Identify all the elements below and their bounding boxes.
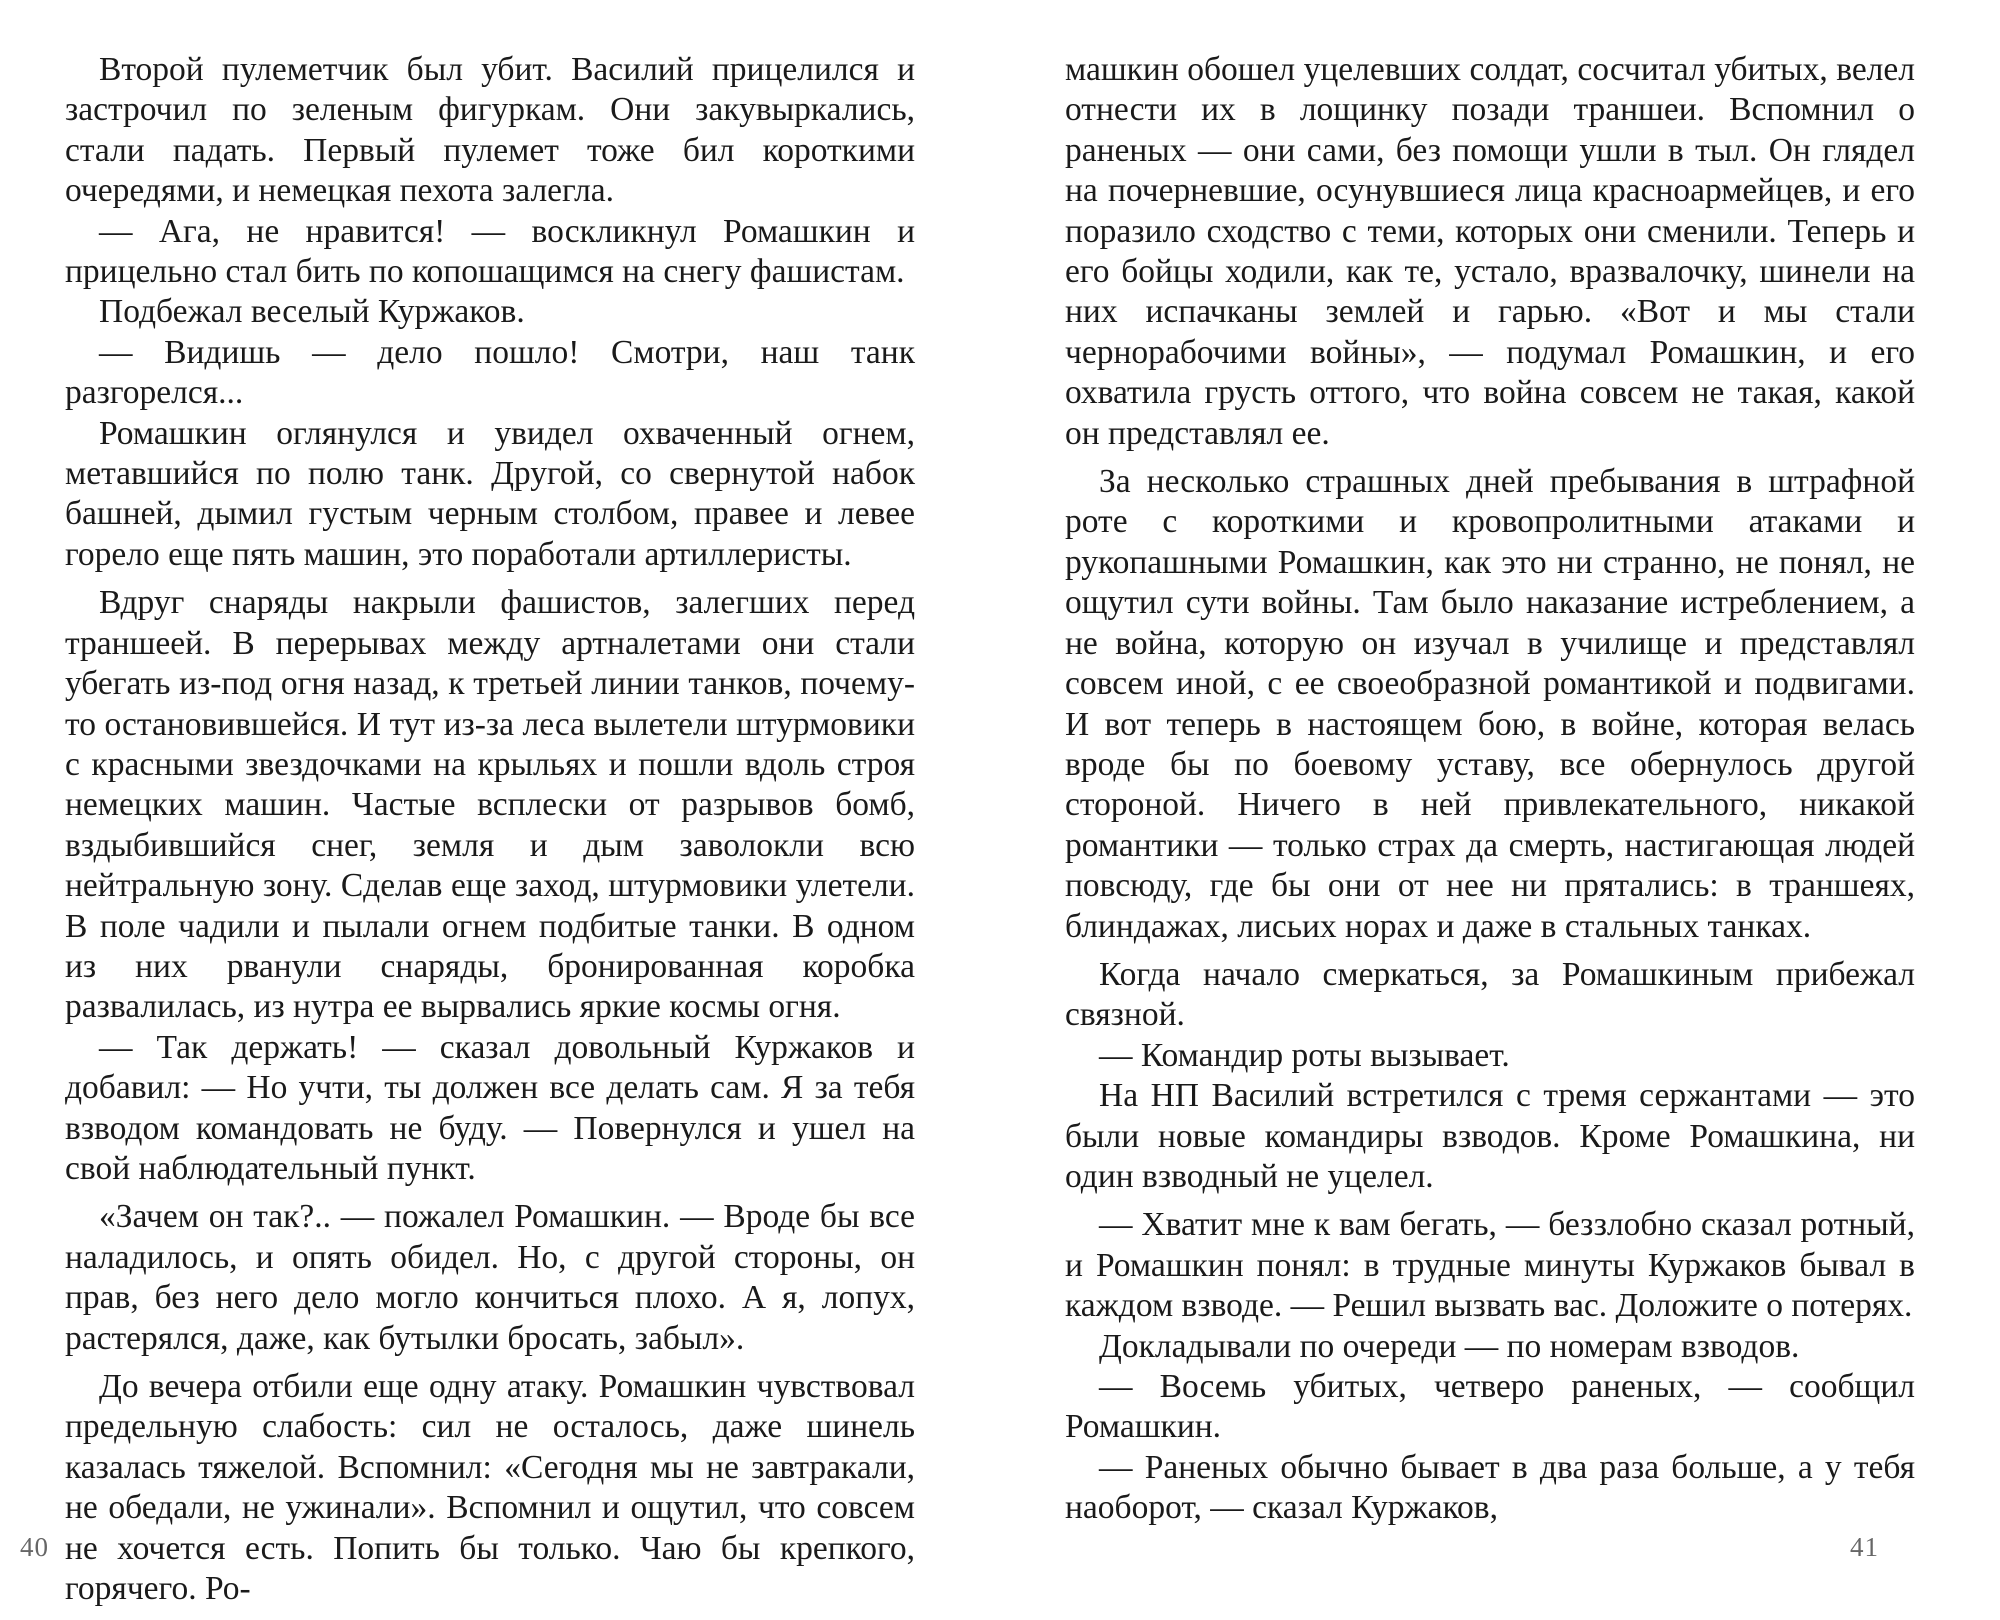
- left-page-text: [65, 50, 915, 1609]
- paragraph: Докладывали по очереди — по номерам взводов.: [1099, 1327, 1800, 1365]
- paragraph: На НП Василий встретился с тремя сержантами — это были новые командиры взводов. Кроме Ромашкина, ни один взводный не уцелел.: [1065, 1077, 1915, 1195]
- paragraph: Подбежал веселый Куржаков.: [99, 293, 525, 331]
- paragraph: — Хватит мне к вам бегать, — беззлобно сказал ротный, и Ромашкин понял: в трудные минуты Куржаков бывал в каждом взводе. — Решил вызвать вас. Доложите о потерях.: [1065, 1206, 1915, 1325]
- paragraph: За несколько страшных дней пребывания в штрафной роте с короткими и кровопролитными атаками и рукопашными Ромашкин, как это ни странно, не понял, не ощутил сути войны. Там было наказание истреблением, а не война, которую он изучал в училище и представлял совсем иной, с ее своеобразной романтикой и подвигами. И вот теперь в настоящем бою, в войне, которая велась вроде бы по боевому уставу, все обернулось другой стороной. Ничего в ней привлекательного, никакой романтики — только страх да смерть, настигающая людей повсюду, где бы они от нее ни прятались: в траншеях, блиндажах, лисьих норах и даже в стальных танках.: [1065, 463, 1915, 945]
- paragraph: «Зачем он так?.. — пожалел Ромашкин. — Вроде бы все наладилось, и опять обидел. Но, с другой стороны, он прав, без него дело могло кончиться плохо. А я, лопух, растерялся, даже, как бутылки бросать, забыл».: [65, 1198, 915, 1357]
- page-number-left: 40: [20, 1532, 49, 1562]
- paragraph: Когда начало смеркаться, за Ромашкиным прибежал связной.: [1065, 955, 1915, 1034]
- paragraph: — Ага, не нравится! — воскликнул Ромашкин и прицельно стал бить по копошащимся на снегу фашистам.: [65, 212, 915, 291]
- paragraph: Ромашкин оглянулся и увидел охваченный огнем, метавшийся по полю танк. Другой, со свернутой набок башней, дымил густым черным столбом, правее и левее горело еще пять машин, это поработали артиллеристы.: [65, 414, 915, 573]
- paragraph: До вечера отбили еще одну атаку. Ромашкин чувствовал предельную слабость: сил не осталось, даже шинель казалась тяжелой. Вспомнил: «Сегодня мы не завтракали, не обедали, не ужинали». Вспомнил и ощутил, что совсем не хочется есть. Попить бы только. Чаю бы крепкого, горячего. Ро-: [65, 1368, 915, 1608]
- paragraph: — Раненых обычно бывает в два раза больше, а у тебя наоборот, — сказал Куржаков,: [1065, 1448, 1915, 1527]
- page-number-right: 41: [1850, 1532, 1879, 1562]
- paragraph: Вдруг снаряды накрыли фашистов, залегших перед траншеей. В перерывах между артналетами они стали убегать из-под огня назад, к третьей линии танков, почему-то остановившейся. И тут из-за леса вылетели штурмовики с красными звездочками на крыльях и пошли вдоль строя немецких машин. Частые всплески от разрывов бомб, вздыбившийся снег, земля и дым заволокли всю нейтральную зону. Сделав еще заход, штурмовики улетели. В поле чадили и пылали огнем подбитые танки. В одном из них рванули снаряды, бронированная коробка развалилась, из нутра ее вырвались яркие космы огня.: [65, 584, 915, 1026]
- paragraph: — Видишь — дело пошло! Смотри, наш танк разгорелся...: [65, 333, 915, 412]
- paragraph: Второй пулеметчик был убит. Василий прицелился и застрочил по зеленым фигуркам. Они закувыркались, стали падать. Первый пулемет тоже бил короткими очередями, и немецкая пехота залегла.: [65, 51, 915, 210]
- paragraph: — Командир роты вызывает.: [1099, 1036, 1510, 1074]
- paragraph: машкин обошел уцелевших солдат, сосчитал убитых, велел отнести их в лощинку позади траншеи. Вспомнил о раненых — они сами, без помощи ушли в тыл. Он глядел на почерневшие, осунувшиеся лица красноармейцев, и его поразило сходство с теми, которых они сменили. Теперь и его бойцы ходили, как те, устало, вразвалочку, шинели на них испачканы землей и гарью. «Вот и мы стали чернорабочими войны», — подумал Ромашкин, и его охватила грусть оттого, что война совсем не такая, какой он представлял ее.: [1065, 51, 1915, 452]
- paragraph: — Так держать! — сказал довольный Куржаков и добавил: — Но учти, ты должен все делать сам. Я за тебя взводом командовать не буду. — Повернулся и ушел на свой наблюдательный пункт.: [65, 1028, 915, 1187]
- right-page-text: [1065, 50, 1915, 1529]
- paragraph: — Восемь убитых, четверо раненых, — сообщил Ромашкин.: [1065, 1368, 1915, 1446]
